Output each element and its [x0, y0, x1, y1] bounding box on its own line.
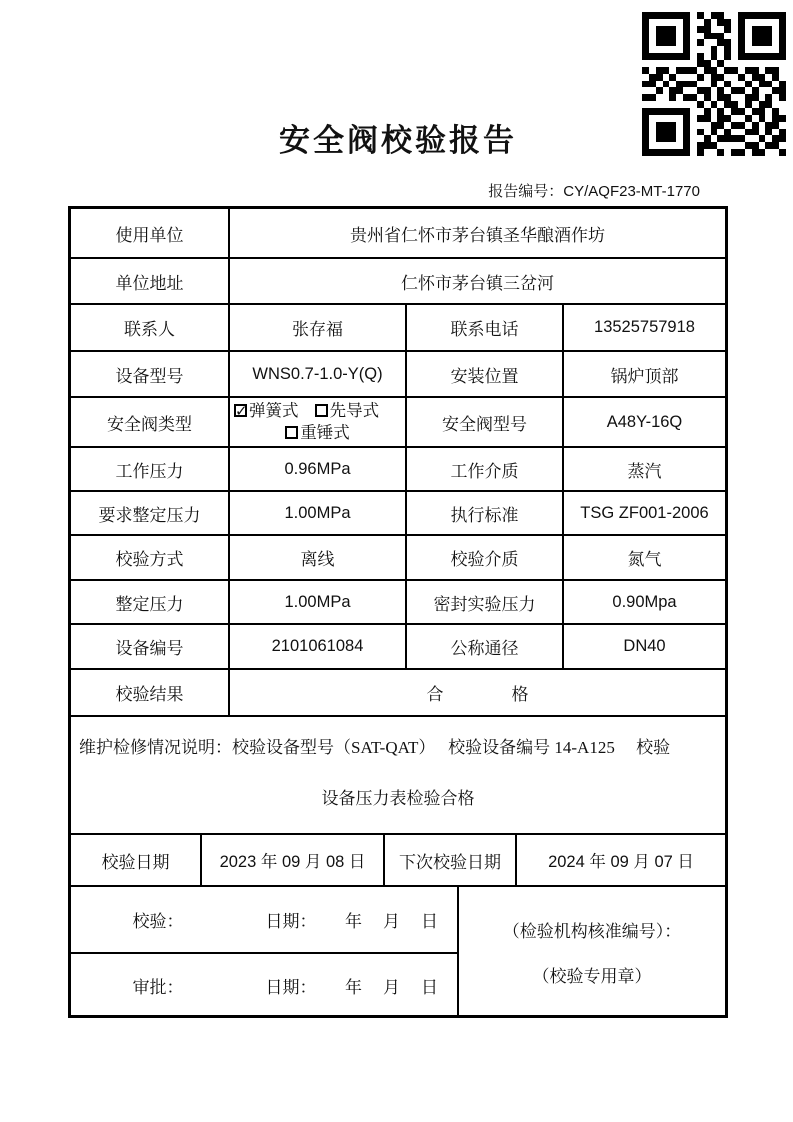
- approve-label: 审批：: [132, 978, 184, 997]
- verify-label: 校验：: [132, 912, 184, 931]
- result-label: 校验结果: [115, 685, 184, 704]
- option-spring-label: 弹簧式: [249, 401, 299, 420]
- page-title: 安全阀校验报告: [279, 123, 517, 158]
- calib-medium-value: 氮气: [562, 536, 725, 579]
- approve-signature-row: [71, 952, 457, 1017]
- signature-left-block: [71, 887, 457, 1017]
- org-stamp-block: [457, 887, 725, 1017]
- valve-type-options: [228, 398, 405, 446]
- contact-value: 张存福: [228, 305, 405, 350]
- row-device-no: [71, 623, 725, 668]
- work-pressure-label: 工作压力: [115, 461, 184, 481]
- option-weight-label: 重锤式: [300, 423, 350, 442]
- row-contact: [71, 303, 725, 350]
- maintenance-note-line1: 维护检修情况说明：校验设备型号（SAT-QAT） 校验设备编号 14-A125 校验: [79, 738, 671, 757]
- row-maintenance-note: [71, 715, 725, 833]
- verify-ymd: 年 月 日: [345, 912, 440, 931]
- row-use-unit: [71, 209, 725, 257]
- device-no-label: 设备编号: [115, 639, 184, 658]
- standard-label: 执行标准: [405, 492, 562, 534]
- install-pos-label: 安装位置: [405, 352, 562, 396]
- calib-method-label: 校验方式: [115, 550, 184, 569]
- calib-date-label: 校验日期: [101, 852, 170, 872]
- unit-address-label: 单位地址: [115, 273, 184, 293]
- org-approval-number-line: （检验机构核准编号）：: [502, 922, 682, 941]
- contact-label: 联系人: [124, 320, 175, 339]
- work-pressure-value: 0.96MPa: [228, 448, 405, 490]
- checkbox-spring-icon: [234, 404, 247, 417]
- row-signatures: [71, 885, 725, 1015]
- req-set-pressure-label: 要求整定压力: [98, 505, 201, 525]
- valve-model-value: A48Y-16Q: [562, 398, 725, 446]
- valve-type-label: 安全阀类型: [107, 414, 192, 434]
- option-pilot-label: 先导式: [329, 401, 380, 420]
- valve-model-label: 安全阀型号: [405, 398, 562, 446]
- report-number-label: 报告编号：: [488, 184, 564, 200]
- work-medium-value: 蒸汽: [562, 448, 725, 490]
- row-set-pressure: [71, 579, 725, 623]
- calib-method-value: 离线: [228, 536, 405, 579]
- row-calib-method: [71, 534, 725, 579]
- row-calib-dates: [71, 833, 725, 885]
- checkbox-weight-icon: [285, 426, 298, 439]
- next-calib-date-value: 2024 年 09 月 07 日: [515, 835, 725, 885]
- use-unit-value: 贵州省仁怀市茅台镇圣华酿酒作坊: [228, 209, 725, 257]
- use-unit-label: 使用单位: [115, 225, 184, 245]
- device-no-value: 2101061084: [228, 625, 405, 668]
- next-calib-date-label: 下次校验日期: [383, 835, 515, 885]
- report-table: [68, 206, 728, 1018]
- report-number: [488, 180, 700, 201]
- nominal-dia-label: 公称通径: [405, 625, 562, 668]
- device-model-label: 设备型号: [115, 366, 184, 386]
- work-medium-label: 工作介质: [405, 448, 562, 490]
- set-pressure-label: 整定压力: [115, 594, 184, 614]
- approve-date-label: 日期：: [265, 978, 317, 997]
- set-pressure-value: 1.00MPa: [228, 581, 405, 623]
- valve-type-line2: [285, 422, 350, 444]
- row-unit-address: [71, 257, 725, 303]
- calib-medium-label: 校验介质: [405, 536, 562, 579]
- result-value: 合 格: [228, 670, 725, 715]
- report-number-value: CY/AQF23-MT-1770: [563, 183, 700, 200]
- device-model-value: WNS0.7-1.0-Y(Q): [228, 352, 405, 396]
- req-set-pressure-value: 1.00MPa: [228, 492, 405, 534]
- verify-date-label: 日期：: [265, 912, 317, 931]
- standard-value: TSG ZF001-2006: [562, 492, 725, 534]
- calib-date-value: 2023 年 09 月 08 日: [200, 835, 383, 885]
- nominal-dia-value: DN40: [562, 625, 725, 668]
- install-pos-value: 锅炉顶部: [562, 352, 725, 396]
- row-work-pressure: [71, 446, 725, 490]
- maintenance-note: [71, 717, 725, 833]
- row-result: [71, 668, 725, 715]
- seal-pressure-value: 0.90Mpa: [562, 581, 725, 623]
- approve-ymd: 年 月 日: [345, 978, 440, 997]
- checkbox-pilot-icon: [315, 404, 328, 417]
- phone-value: 13525757918: [562, 305, 725, 350]
- maintenance-note-line2: 设备压力表检验合格: [321, 789, 475, 808]
- verify-signature-row: [71, 887, 457, 952]
- seal-pressure-label: 密封实验压力: [405, 581, 562, 623]
- valve-type-line1: [234, 400, 379, 422]
- unit-address-value: 仁怀市茅台镇三岔河: [228, 259, 725, 303]
- row-valve-type: [71, 396, 725, 446]
- row-req-set-pressure: [71, 490, 725, 534]
- phone-label: 联系电话: [405, 305, 562, 350]
- row-device-model: [71, 350, 725, 396]
- org-stamp-line: （校验专用章）: [532, 967, 652, 986]
